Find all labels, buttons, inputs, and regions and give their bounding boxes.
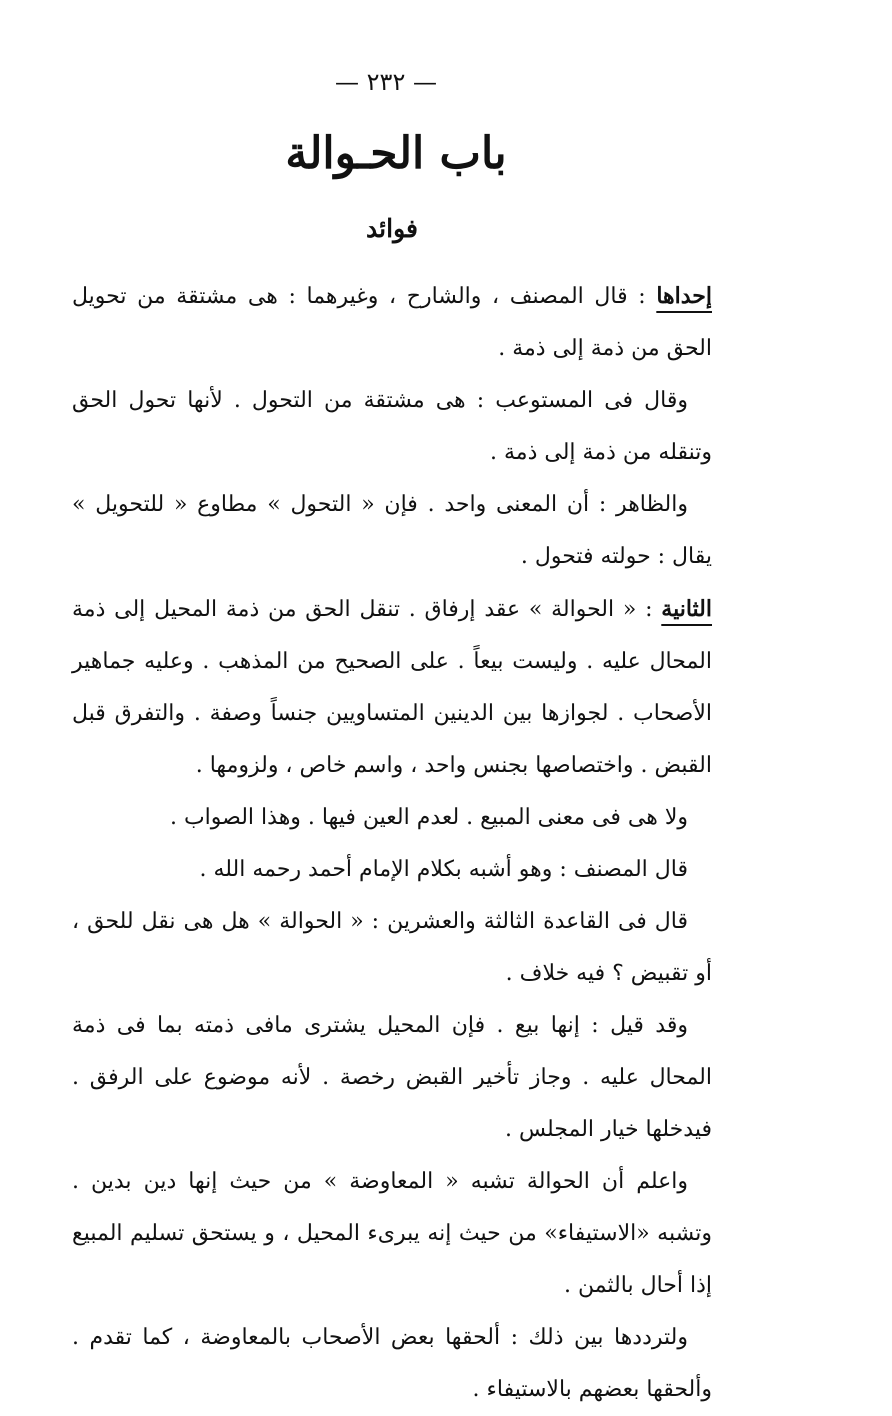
paragraph [72, 844, 712, 896]
paragraph [72, 1000, 712, 1156]
paragraph-text: قال المصنف : وهو أشبه بكلام الإمام أحمد رحمه الله . [199, 857, 688, 882]
paragraph-text: وقد قيل : إنها بيع . فإن المحيل يشترى مافى ذمته بما فى ذمة المحال عليه . وجاز تأخير القبض رخصة . لأنه موضوع على الرفق . فيدخلها خيار المجلس . [72, 1013, 712, 1142]
paragraph-text: واعلم أن الحوالة تشبه « المعاوضة » من حيث إنها دين بدين . وتشبه «الاستيفاء» من حيث إنه يبرىء المحيل ، و يستحق تسليم المبيع إذا أحال بالثمن . [72, 1169, 712, 1298]
paragraph [72, 792, 712, 844]
paragraph [72, 375, 712, 479]
paragraph [72, 1312, 712, 1416]
paragraph-text: : قال المصنف ، والشارح ، وغيرهما : هى مشتقة من تحويل الحق من ذمة إلى ذمة . [72, 284, 712, 361]
paragraph-lead: الثانية [661, 596, 712, 622]
paragraph-lead: إحداها [656, 283, 712, 309]
paragraph [72, 270, 712, 375]
chapter-title: باب الحـوالة [285, 128, 507, 179]
paragraph-text: ولا هى فى معنى المبيع . لعدم العين فيها . وهذا الصواب . [169, 805, 688, 830]
paragraph-text: ولترددها بين ذلك : ألحقها بعض الأصحاب بالمعاوضة ، كما تقدم . وألحقها بعضهم بالاستيفاء . [72, 1325, 712, 1402]
paragraph [72, 896, 712, 1000]
paragraph-text: والظاهر : أن المعنى واحد . فإن « التحول » مطاوع « للتحويل » يقال : حولته فتحول . [72, 492, 712, 569]
paragraph-text: قال فى القاعدة الثالثة والعشرين : « الحوالة » هل هى نقل للحق ، أو تقبيض ؟ فيه خلاف . [72, 909, 712, 986]
paragraph [72, 479, 712, 583]
page-number: — ٢٣٢ — [335, 68, 437, 96]
section-title: فوائد [366, 214, 418, 243]
paragraph-text: : « الحوالة » عقد إرفاق . تنقل الحق من ذمة المحيل إلى ذمة المحال عليه . وليست بيعاً . على الصحيح من المذهب . وعليه جماهير الأصحاب . لجوازها بين الدينين المتساويين جنساً وصفة . والتفرق قبل القبض . واختصاصها بجنس واحد ، واسم خاص ، ولزومها . [72, 597, 712, 778]
body-text [72, 270, 712, 1416]
paragraph [72, 1156, 712, 1312]
paragraph-text: وقال فى المستوعب : هى مشتقة من التحول . لأنها تحول الحق وتنقله من ذمة إلى ذمة . [72, 388, 712, 465]
paragraph [72, 583, 712, 792]
